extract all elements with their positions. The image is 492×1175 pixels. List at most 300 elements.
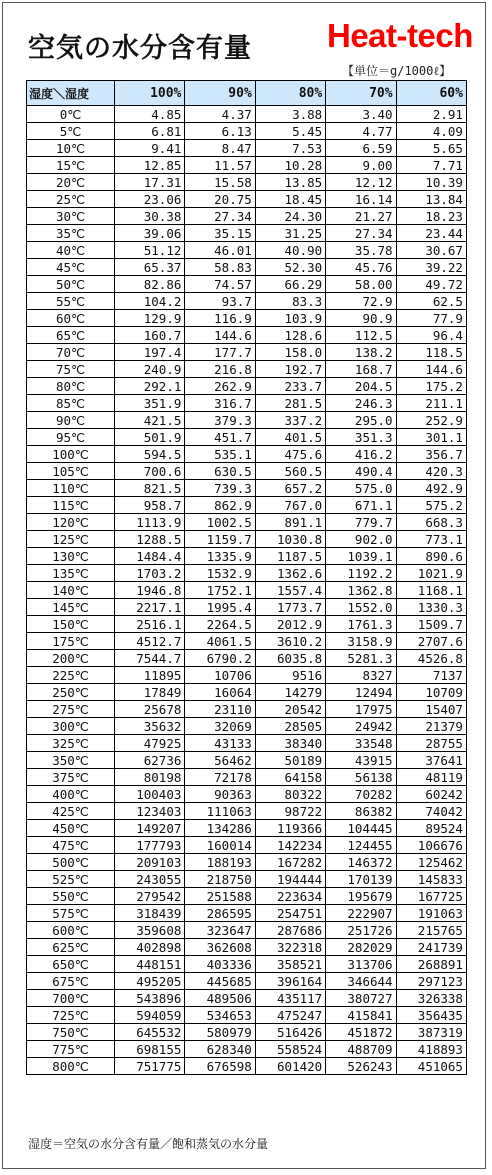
value-cell: 379.3 [185, 412, 255, 429]
value-cell: 9516 [255, 667, 325, 684]
value-cell: 118.5 [396, 344, 466, 361]
temperature-cell: 135℃ [27, 565, 115, 582]
temperature-cell: 500℃ [27, 854, 115, 871]
value-cell: 356435 [396, 1007, 466, 1024]
value-cell: 192.7 [255, 361, 325, 378]
value-cell: 281.5 [255, 395, 325, 412]
value-cell: 12.12 [326, 174, 396, 191]
table-row [27, 735, 467, 752]
value-cell: 543896 [115, 990, 185, 1007]
value-cell: 216.8 [185, 361, 255, 378]
value-cell: 160014 [185, 837, 255, 854]
value-cell: 142234 [255, 837, 325, 854]
table-row [27, 973, 467, 990]
value-cell: 65.37 [115, 259, 185, 276]
value-cell: 475.6 [255, 446, 325, 463]
table-row [27, 956, 467, 973]
value-cell: 4512.7 [115, 633, 185, 650]
value-cell: 1002.5 [185, 514, 255, 531]
value-cell: 254751 [255, 905, 325, 922]
value-cell: 1532.9 [185, 565, 255, 582]
value-cell: 104445 [326, 820, 396, 837]
temperature-cell: 50℃ [27, 276, 115, 293]
value-cell: 64158 [255, 769, 325, 786]
temperature-cell: 65℃ [27, 327, 115, 344]
value-cell: 1484.4 [115, 548, 185, 565]
value-cell: 4.37 [185, 106, 255, 123]
temperature-cell: 100℃ [27, 446, 115, 463]
value-cell: 1946.8 [115, 582, 185, 599]
value-cell: 295.0 [326, 412, 396, 429]
value-cell: 45.76 [326, 259, 396, 276]
value-cell: 243055 [115, 871, 185, 888]
value-cell: 35632 [115, 718, 185, 735]
temperature-cell: 85℃ [27, 395, 115, 412]
value-cell: 488709 [326, 1041, 396, 1058]
value-cell: 2516.1 [115, 616, 185, 633]
temperature-cell: 600℃ [27, 922, 115, 939]
value-cell: 1330.3 [396, 599, 466, 616]
table-row [27, 871, 467, 888]
value-cell: 362608 [185, 939, 255, 956]
value-cell: 657.2 [255, 480, 325, 497]
header-cell: 湿度＼湿度 [27, 81, 115, 106]
value-cell: 1159.7 [185, 531, 255, 548]
table-row [27, 310, 467, 327]
value-cell: 7.71 [396, 157, 466, 174]
table-row [27, 1058, 467, 1075]
value-cell: 490.4 [326, 463, 396, 480]
value-cell: 43133 [185, 735, 255, 752]
value-cell: 4526.8 [396, 650, 466, 667]
value-cell: 420.3 [396, 463, 466, 480]
temperature-cell: 275℃ [27, 701, 115, 718]
value-cell: 4.85 [115, 106, 185, 123]
value-cell: 421.5 [115, 412, 185, 429]
value-cell: 890.6 [396, 548, 466, 565]
value-cell: 1192.2 [326, 565, 396, 582]
value-cell: 501.9 [115, 429, 185, 446]
value-cell: 9.41 [115, 140, 185, 157]
value-cell: 96.4 [396, 327, 466, 344]
value-cell: 448151 [115, 956, 185, 973]
value-cell: 82.86 [115, 276, 185, 293]
value-cell: 12.85 [115, 157, 185, 174]
value-cell: 316.7 [185, 395, 255, 412]
value-cell: 27.34 [185, 208, 255, 225]
value-cell: 451065 [396, 1058, 466, 1075]
value-cell: 575.2 [396, 497, 466, 514]
value-cell: 23110 [185, 701, 255, 718]
value-cell: 492.9 [396, 480, 466, 497]
value-cell: 580979 [185, 1024, 255, 1041]
value-cell: 72178 [185, 769, 255, 786]
table-row [27, 208, 467, 225]
value-cell: 10709 [396, 684, 466, 701]
value-cell: 144.6 [185, 327, 255, 344]
value-cell: 23.44 [396, 225, 466, 242]
value-cell: 49.72 [396, 276, 466, 293]
value-cell: 630.5 [185, 463, 255, 480]
temperature-cell: 15℃ [27, 157, 115, 174]
value-cell: 175.2 [396, 378, 466, 395]
temperature-cell: 5℃ [27, 123, 115, 140]
table-row [27, 599, 467, 616]
value-cell: 56462 [185, 752, 255, 769]
temperature-cell: 110℃ [27, 480, 115, 497]
table-row [27, 905, 467, 922]
value-cell: 112.5 [326, 327, 396, 344]
temperature-cell: 105℃ [27, 463, 115, 480]
value-cell: 35.78 [326, 242, 396, 259]
temperature-cell: 550℃ [27, 888, 115, 905]
temperature-cell: 300℃ [27, 718, 115, 735]
value-cell: 11895 [115, 667, 185, 684]
value-cell: 125462 [396, 854, 466, 871]
value-cell: 134286 [185, 820, 255, 837]
value-cell: 1113.9 [115, 514, 185, 531]
value-cell: 415841 [326, 1007, 396, 1024]
table-row [27, 939, 467, 956]
table-row [27, 242, 467, 259]
value-cell: 282029 [326, 939, 396, 956]
value-cell: 351.9 [115, 395, 185, 412]
table-row [27, 480, 467, 497]
value-cell: 83.3 [255, 293, 325, 310]
temperature-cell: 575℃ [27, 905, 115, 922]
value-cell: 24.30 [255, 208, 325, 225]
value-cell: 251726 [326, 922, 396, 939]
value-cell: 1557.4 [255, 582, 325, 599]
value-cell: 2012.9 [255, 616, 325, 633]
value-cell: 70282 [326, 786, 396, 803]
value-cell: 197.4 [115, 344, 185, 361]
temperature-cell: 450℃ [27, 820, 115, 837]
table-row [27, 174, 467, 191]
footnote: 湿度＝空気の水分含有量／飽和蒸気の水分量 [28, 1137, 269, 1151]
value-cell: 74.57 [185, 276, 255, 293]
value-cell: 1335.9 [185, 548, 255, 565]
temperature-cell: 55℃ [27, 293, 115, 310]
value-cell: 891.1 [255, 514, 325, 531]
value-cell: 2.91 [396, 106, 466, 123]
value-cell: 24942 [326, 718, 396, 735]
value-cell: 40.90 [255, 242, 325, 259]
table-row [27, 650, 467, 667]
value-cell: 30.67 [396, 242, 466, 259]
table-row [27, 701, 467, 718]
value-cell: 60242 [396, 786, 466, 803]
temperature-cell: 30℃ [27, 208, 115, 225]
value-cell: 7137 [396, 667, 466, 684]
value-cell: 17849 [115, 684, 185, 701]
value-cell: 119366 [255, 820, 325, 837]
value-cell: 526243 [326, 1058, 396, 1075]
table-row [27, 803, 467, 820]
temperature-cell: 225℃ [27, 667, 115, 684]
table-row [27, 667, 467, 684]
value-cell: 558524 [255, 1041, 325, 1058]
value-cell: 403336 [185, 956, 255, 973]
value-cell: 215765 [396, 922, 466, 939]
value-cell: 594059 [115, 1007, 185, 1024]
temperature-cell: 10℃ [27, 140, 115, 157]
value-cell: 601420 [255, 1058, 325, 1075]
value-cell: 3.88 [255, 106, 325, 123]
table-row [27, 1007, 467, 1024]
table-row [27, 854, 467, 871]
table-row [27, 548, 467, 565]
table-row [27, 106, 467, 123]
table-row [27, 1041, 467, 1058]
value-cell: 167282 [255, 854, 325, 871]
temperature-cell: 20℃ [27, 174, 115, 191]
value-cell: 15407 [396, 701, 466, 718]
value-cell: 37641 [396, 752, 466, 769]
value-cell: 594.5 [115, 446, 185, 463]
value-cell: 739.3 [185, 480, 255, 497]
table-row [27, 463, 467, 480]
temperature-cell: 35℃ [27, 225, 115, 242]
table-row [27, 718, 467, 735]
value-cell: 74042 [396, 803, 466, 820]
temperature-cell: 125℃ [27, 531, 115, 548]
value-cell: 17975 [326, 701, 396, 718]
temperature-cell: 200℃ [27, 650, 115, 667]
value-cell: 23.06 [115, 191, 185, 208]
table-row [27, 276, 467, 293]
temperature-cell: 800℃ [27, 1058, 115, 1075]
value-cell: 93.7 [185, 293, 255, 310]
table-row [27, 684, 467, 701]
temperature-cell: 130℃ [27, 548, 115, 565]
value-cell: 6.59 [326, 140, 396, 157]
value-cell: 80198 [115, 769, 185, 786]
value-cell: 14279 [255, 684, 325, 701]
moisture-table [26, 80, 467, 1075]
value-cell: 160.7 [115, 327, 185, 344]
temperature-cell: 525℃ [27, 871, 115, 888]
value-cell: 575.0 [326, 480, 396, 497]
value-cell: 20542 [255, 701, 325, 718]
value-cell: 211.1 [396, 395, 466, 412]
value-cell: 268891 [396, 956, 466, 973]
value-cell: 30.38 [115, 208, 185, 225]
value-cell: 33548 [326, 735, 396, 752]
value-cell: 6.81 [115, 123, 185, 140]
value-cell: 402898 [115, 939, 185, 956]
temperature-cell: 40℃ [27, 242, 115, 259]
value-cell: 10.28 [255, 157, 325, 174]
temperature-cell: 25℃ [27, 191, 115, 208]
value-cell: 195679 [326, 888, 396, 905]
value-cell: 58.83 [185, 259, 255, 276]
temperature-cell: 145℃ [27, 599, 115, 616]
value-cell: 1761.3 [326, 616, 396, 633]
value-cell: 12494 [326, 684, 396, 701]
value-cell: 6790.2 [185, 650, 255, 667]
table-row [27, 378, 467, 395]
value-cell: 13.84 [396, 191, 466, 208]
value-cell: 170139 [326, 871, 396, 888]
value-cell: 286595 [185, 905, 255, 922]
table-row [27, 446, 467, 463]
temperature-cell: 425℃ [27, 803, 115, 820]
value-cell: 1288.5 [115, 531, 185, 548]
value-cell: 346644 [326, 973, 396, 990]
value-cell: 3610.2 [255, 633, 325, 650]
value-cell: 241739 [396, 939, 466, 956]
value-cell: 72.9 [326, 293, 396, 310]
value-cell: 287686 [255, 922, 325, 939]
value-cell: 18.45 [255, 191, 325, 208]
value-cell: 2707.6 [396, 633, 466, 650]
value-cell: 1552.0 [326, 599, 396, 616]
value-cell: 17.31 [115, 174, 185, 191]
value-cell: 15.58 [185, 174, 255, 191]
temperature-cell: 725℃ [27, 1007, 115, 1024]
temperature-cell: 90℃ [27, 412, 115, 429]
value-cell: 560.5 [255, 463, 325, 480]
header-cell: 100% [115, 81, 185, 106]
temperature-cell: 60℃ [27, 310, 115, 327]
value-cell: 52.30 [255, 259, 325, 276]
value-cell: 209103 [115, 854, 185, 871]
value-cell: 66.29 [255, 276, 325, 293]
value-cell: 6035.8 [255, 650, 325, 667]
value-cell: 90363 [185, 786, 255, 803]
value-cell: 191063 [396, 905, 466, 922]
value-cell: 3158.9 [326, 633, 396, 650]
temperature-cell: 675℃ [27, 973, 115, 990]
value-cell: 124455 [326, 837, 396, 854]
value-cell: 38340 [255, 735, 325, 752]
value-cell: 435117 [255, 990, 325, 1007]
temperature-cell: 400℃ [27, 786, 115, 803]
temperature-cell: 0℃ [27, 106, 115, 123]
header-cell: 80% [255, 81, 325, 106]
table-row [27, 582, 467, 599]
value-cell: 301.1 [396, 429, 466, 446]
value-cell: 123403 [115, 803, 185, 820]
temperature-cell: 750℃ [27, 1024, 115, 1041]
value-cell: 821.5 [115, 480, 185, 497]
table-row [27, 140, 467, 157]
value-cell: 7.53 [255, 140, 325, 157]
value-cell: 534653 [185, 1007, 255, 1024]
value-cell: 359608 [115, 922, 185, 939]
temperature-cell: 250℃ [27, 684, 115, 701]
table-row [27, 565, 467, 582]
value-cell: 240.9 [115, 361, 185, 378]
brand-logo-text: Heat-tech [327, 17, 473, 54]
value-cell: 767.0 [255, 497, 325, 514]
value-cell: 698155 [115, 1041, 185, 1058]
value-cell: 28755 [396, 735, 466, 752]
value-cell: 10706 [185, 667, 255, 684]
table-row [27, 259, 467, 276]
temperature-cell: 325℃ [27, 735, 115, 752]
value-cell: 116.9 [185, 310, 255, 327]
value-cell: 323647 [185, 922, 255, 939]
value-cell: 475247 [255, 1007, 325, 1024]
table-row [27, 752, 467, 769]
table-row [27, 123, 467, 140]
value-cell: 89524 [396, 820, 466, 837]
value-cell: 144.6 [396, 361, 466, 378]
value-cell: 773.1 [396, 531, 466, 548]
table-header-row [27, 81, 467, 106]
value-cell: 128.6 [255, 327, 325, 344]
value-cell: 222907 [326, 905, 396, 922]
value-cell: 1039.1 [326, 548, 396, 565]
temperature-cell: 650℃ [27, 956, 115, 973]
value-cell: 246.3 [326, 395, 396, 412]
table-row [27, 497, 467, 514]
value-cell: 862.9 [185, 497, 255, 514]
value-cell: 318439 [115, 905, 185, 922]
value-cell: 31.25 [255, 225, 325, 242]
table-row [27, 225, 467, 242]
value-cell: 28505 [255, 718, 325, 735]
value-cell: 451872 [326, 1024, 396, 1041]
value-cell: 418893 [396, 1041, 466, 1058]
value-cell: 451.7 [185, 429, 255, 446]
value-cell: 671.1 [326, 497, 396, 514]
temperature-cell: 80℃ [27, 378, 115, 395]
value-cell: 958.7 [115, 497, 185, 514]
value-cell: 16064 [185, 684, 255, 701]
value-cell: 233.7 [255, 378, 325, 395]
value-cell: 106676 [396, 837, 466, 854]
value-cell: 1030.8 [255, 531, 325, 548]
value-cell: 149207 [115, 820, 185, 837]
value-cell: 103.9 [255, 310, 325, 327]
temperature-cell: 45℃ [27, 259, 115, 276]
value-cell: 751775 [115, 1058, 185, 1075]
value-cell: 668.3 [396, 514, 466, 531]
temperature-cell: 700℃ [27, 990, 115, 1007]
value-cell: 313706 [326, 956, 396, 973]
value-cell: 86382 [326, 803, 396, 820]
value-cell: 337.2 [255, 412, 325, 429]
table-row [27, 531, 467, 548]
value-cell: 46.01 [185, 242, 255, 259]
value-cell: 358521 [255, 956, 325, 973]
value-cell: 356.7 [396, 446, 466, 463]
value-cell: 645532 [115, 1024, 185, 1041]
value-cell: 194444 [255, 871, 325, 888]
value-cell: 177.7 [185, 344, 255, 361]
value-cell: 145833 [396, 871, 466, 888]
table-row [27, 395, 467, 412]
value-cell: 1703.2 [115, 565, 185, 582]
temperature-cell: 75℃ [27, 361, 115, 378]
value-cell: 58.00 [326, 276, 396, 293]
value-cell: 104.2 [115, 293, 185, 310]
value-cell: 27.34 [326, 225, 396, 242]
table-row [27, 990, 467, 1007]
table-row [27, 616, 467, 633]
value-cell: 146372 [326, 854, 396, 871]
table-row [27, 1024, 467, 1041]
value-cell: 56138 [326, 769, 396, 786]
value-cell: 90.9 [326, 310, 396, 327]
value-cell: 98722 [255, 803, 325, 820]
value-cell: 111063 [185, 803, 255, 820]
value-cell: 387319 [396, 1024, 466, 1041]
value-cell: 138.2 [326, 344, 396, 361]
